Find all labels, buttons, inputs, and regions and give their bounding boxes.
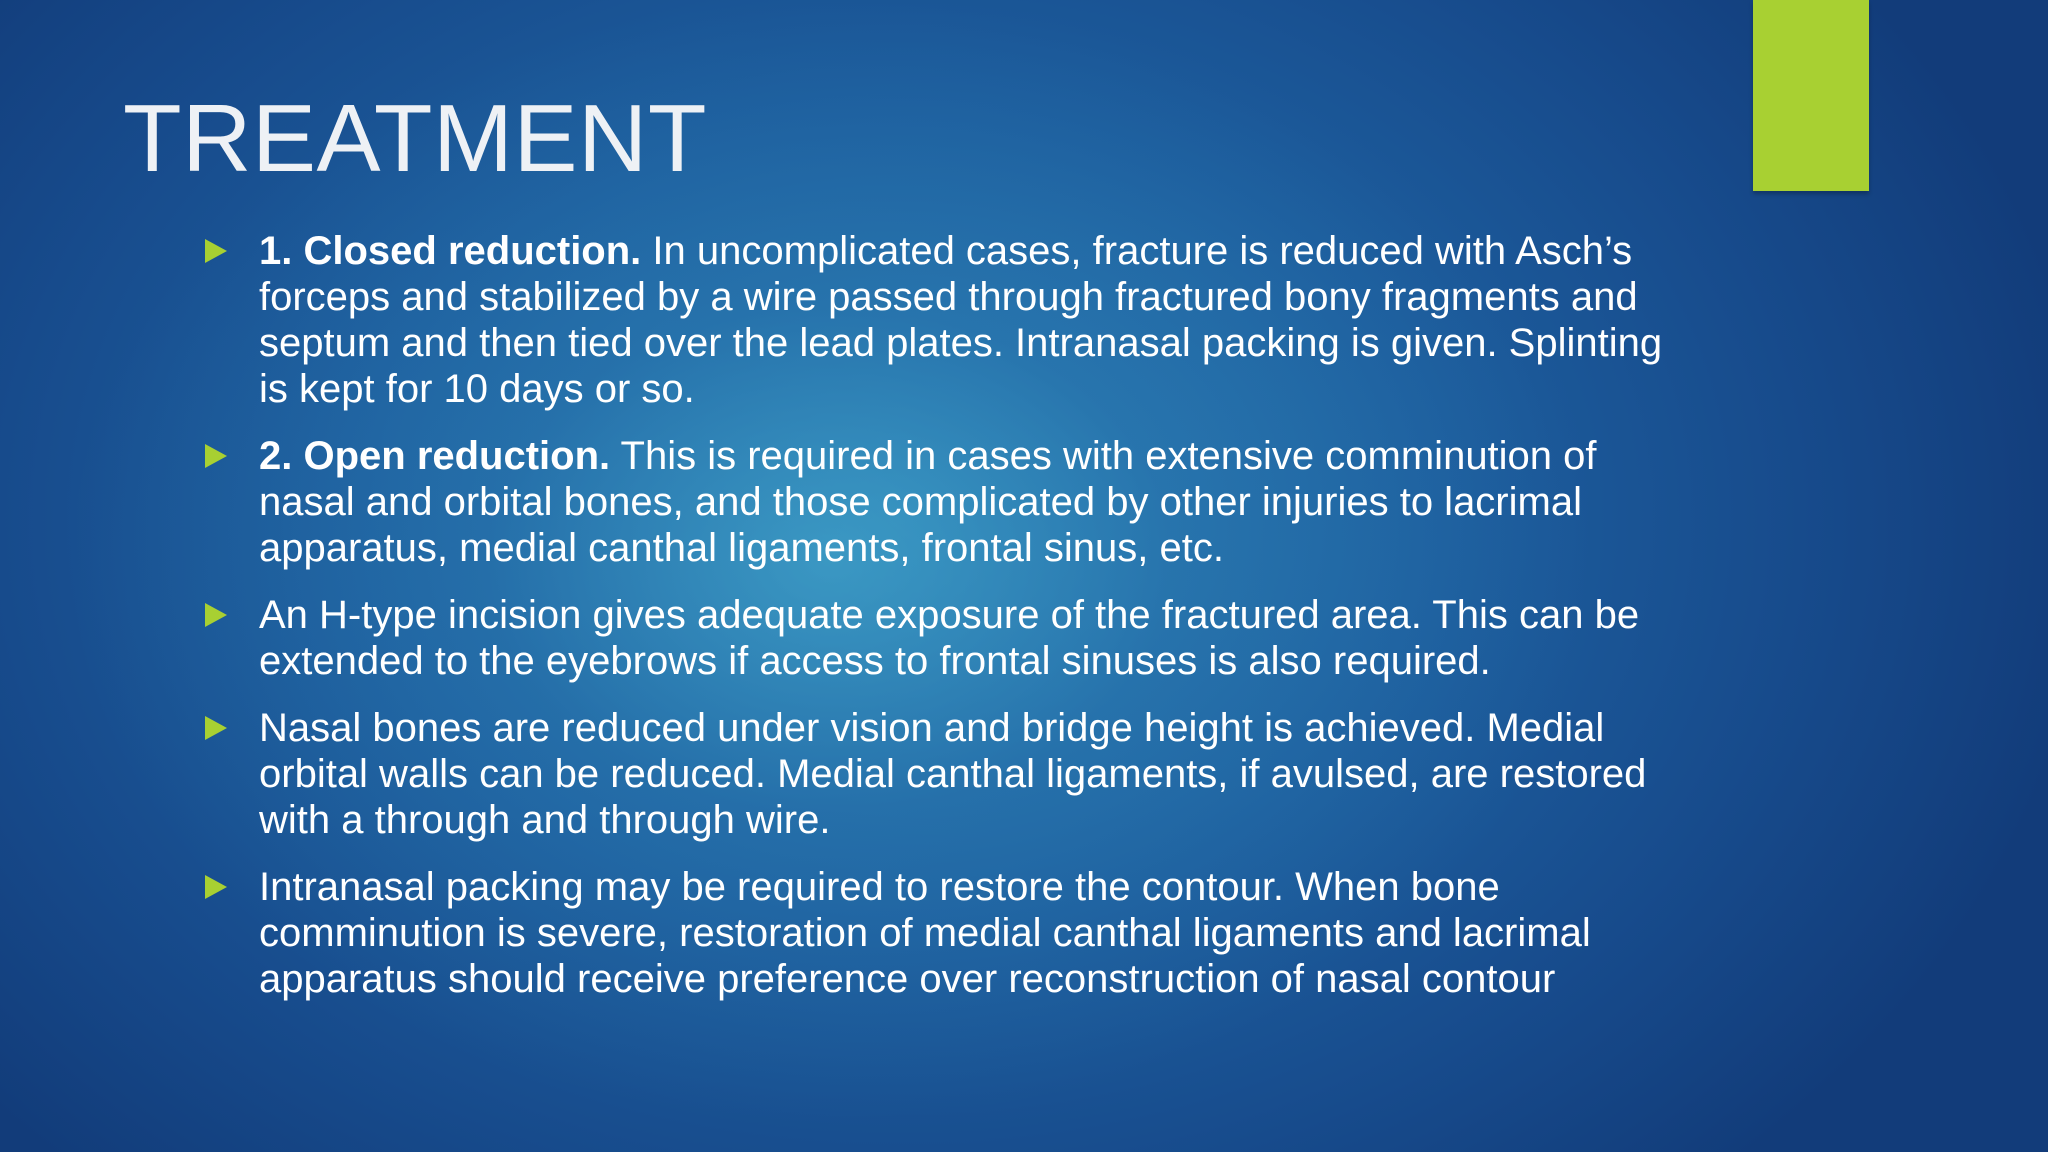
bullet-text: Nasal bones are reduced under vision and bridge height is achieved. Medial orbital walls can be reduced. Medial canthal ligaments, if avulsed, are restored with a through and through wire.: [259, 706, 1647, 842]
bullet-item-intranasal-packing: [200, 864, 1700, 1002]
slide-title: TREATMENT: [123, 85, 708, 192]
bullet-item-h-type-incision: [200, 592, 1700, 684]
bullet-item-nasal-bones: [200, 705, 1700, 843]
bullet-text: Intranasal packing may be required to restore the contour. When bone comminution is severe, restoration of medial canthal ligaments and lacrimal apparatus should receive preference over reconstruction of nasal contour: [259, 865, 1591, 1001]
triangle-right-icon: [205, 875, 227, 899]
bullet-lead: 2. Open reduction.: [259, 434, 611, 478]
bullet-text: An H-type incision gives adequate exposure of the fractured area. This can be extended to the eyebrows if access to frontal sinuses is also required.: [259, 593, 1640, 683]
accent-bar: [1753, 0, 1869, 191]
bullet-text: In uncomplicated cases, fracture is reduced with Asch’s forceps and stabilized by a wire passed through fractured bony fragments and septum and then tied over the lead plates. Intranasal packing is given. Splinting is kept for 10 days or so.: [259, 229, 1663, 411]
bullet-list: [200, 228, 1700, 1023]
bullet-item-closed-reduction: [200, 228, 1700, 412]
triangle-right-icon: [205, 716, 227, 740]
bullet-lead: 1. Closed reduction.: [259, 229, 642, 273]
triangle-right-icon: [205, 239, 227, 263]
bullet-item-open-reduction: [200, 433, 1700, 571]
triangle-right-icon: [205, 444, 227, 468]
triangle-right-icon: [205, 603, 227, 627]
bullet-text: This is required in cases with extensive comminution of nasal and orbital bones, and those complicated by other injuries to lacrimal apparatus, medial canthal ligaments, frontal sinus, etc.: [259, 434, 1597, 570]
